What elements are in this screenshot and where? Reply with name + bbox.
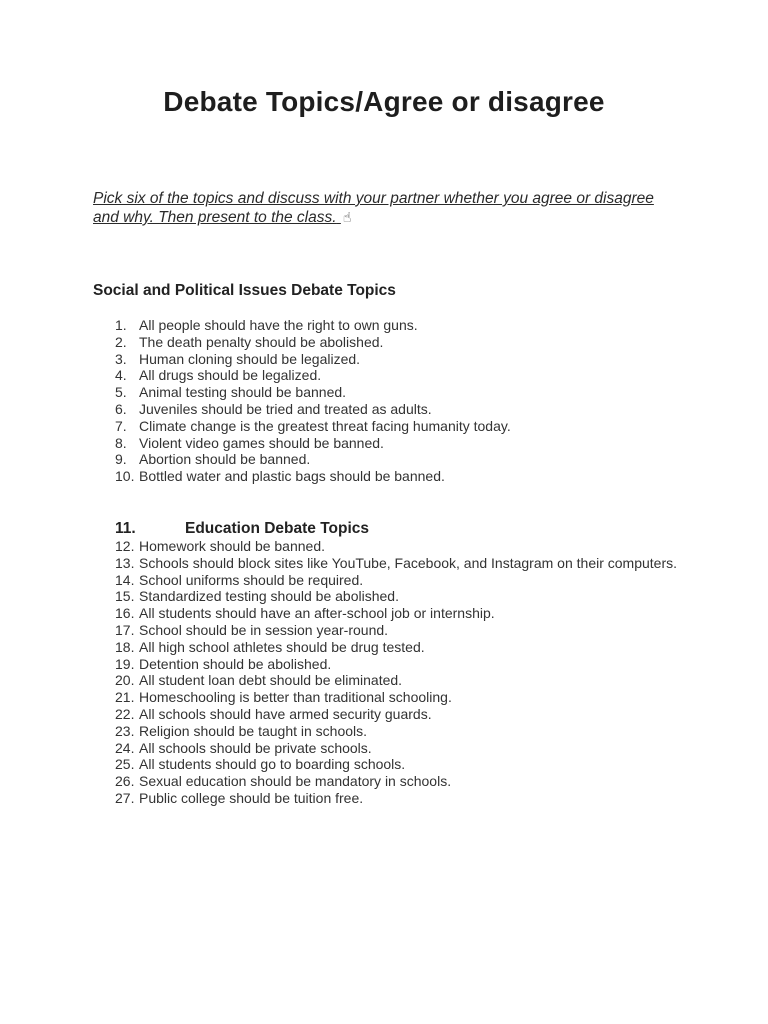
list-item [93, 740, 683, 757]
education-topics-list [93, 538, 683, 807]
item-number: 25. [115, 756, 135, 773]
list-item [93, 401, 683, 418]
list-item [93, 538, 683, 555]
item-text: All high school athletes should be drug tested. [139, 638, 425, 655]
item-text: All drugs should be legalized. [139, 367, 322, 384]
item-number: 2. [115, 333, 127, 350]
page-title: Debate Topics/Agree or disagree [163, 86, 605, 117]
item-number: 26. [115, 773, 135, 790]
item-number: 9. [115, 451, 127, 468]
item-text: School uniforms should be required. [139, 571, 364, 588]
item-number: 1. [115, 317, 127, 333]
item-text: The death penalty should be abolished. [139, 333, 384, 350]
item-text: Homeschooling is better than traditional schooling. [139, 689, 452, 706]
instructions-body: Pick six of the topics and discuss with your partner whether you agree or disagree and why. Then present to the class. [93, 190, 654, 226]
item-text: Animal testing should be banned. [139, 384, 347, 401]
item-text: Standardized testing should be abolished. [139, 588, 399, 605]
social-political-topics-list [93, 317, 683, 485]
item-number: 24. [115, 739, 135, 756]
item-number: 7. [115, 417, 127, 434]
item-number: 3. [115, 350, 127, 367]
item-number: 6. [115, 400, 127, 417]
item-text: Schools should block sites like YouTube, Facebook, and Instagram on their computers. [139, 554, 678, 571]
item-number: 19. [115, 655, 135, 672]
item-text: All student loan debt should be eliminated. [139, 672, 403, 689]
item-text: Human cloning should be legalized. [139, 350, 361, 367]
list-item [93, 418, 683, 435]
list-item [93, 451, 683, 468]
item-text: Sexual education should be mandatory in schools. [139, 773, 452, 790]
list-item [93, 572, 683, 589]
list-item [93, 384, 683, 401]
list-item [93, 334, 683, 351]
item-text: Violent video games should be banned. [139, 434, 384, 451]
item-text: All schools should be private schools. [139, 739, 372, 756]
item-number: 20. [115, 672, 135, 689]
list-item [93, 756, 683, 773]
item-number: 8. [115, 434, 127, 451]
item-text: All students should have an after-school job or internship. [139, 605, 495, 622]
list-item [93, 723, 683, 740]
item-number: 14. [115, 571, 135, 588]
list-item [93, 672, 683, 689]
item-text: All people should have the right to own guns. [139, 317, 418, 333]
list-item [93, 790, 683, 807]
list-item [93, 588, 683, 605]
item-number: 10. [115, 468, 135, 485]
list-item [93, 468, 683, 485]
item-text: Juveniles should be tried and treated as adults. [139, 400, 432, 417]
item-text: Abortion should be banned. [139, 451, 311, 468]
item-text: School should be in session year-round. [139, 621, 389, 638]
list-item [93, 639, 683, 656]
item-text: All students should go to boarding schools. [139, 756, 406, 773]
item-number: 5. [115, 384, 127, 401]
list-item [93, 622, 683, 639]
item-number: 13. [115, 554, 135, 571]
item-text: Homework should be banned. [139, 538, 326, 554]
list-item [93, 555, 683, 572]
section-heading-education [115, 520, 369, 538]
list-item [93, 435, 683, 452]
item-text: Detention should be abolished. [139, 655, 332, 672]
list-item [93, 689, 683, 706]
item-number: 18. [115, 638, 135, 655]
item-number: 27. [115, 789, 135, 806]
list-item [93, 656, 683, 673]
list-item [93, 773, 683, 790]
item-number: 16. [115, 605, 135, 622]
item-number: 22. [115, 705, 135, 722]
section-heading-social-political: Social and Political Issues Debate Topics [93, 282, 396, 299]
list-item [93, 317, 683, 334]
instructions-text [93, 189, 673, 227]
item-text: Climate change is the greatest threat facing humanity today. [139, 417, 511, 434]
item-text: Public college should be tuition free. [139, 789, 364, 806]
list-item [93, 351, 683, 368]
item-number: 12. [115, 538, 135, 554]
item-number: 15. [115, 588, 135, 605]
item-text: All schools should have armed security guards. [139, 705, 432, 722]
list-item [93, 367, 683, 384]
section-heading-text: Education Debate Topics [185, 520, 370, 537]
item-number: 4. [115, 367, 127, 384]
list-item [93, 605, 683, 622]
list-item [93, 706, 683, 723]
item-number: 17. [115, 621, 135, 638]
item-text: Bottled water and plastic bags should be banned. [139, 468, 445, 485]
item-number: 23. [115, 722, 135, 739]
section-heading-number: 11. [115, 520, 136, 537]
pointing-hand-icon: ☝ [342, 209, 352, 225]
item-text: Religion should be taught in schools. [139, 722, 368, 739]
item-number: 21. [115, 689, 135, 706]
